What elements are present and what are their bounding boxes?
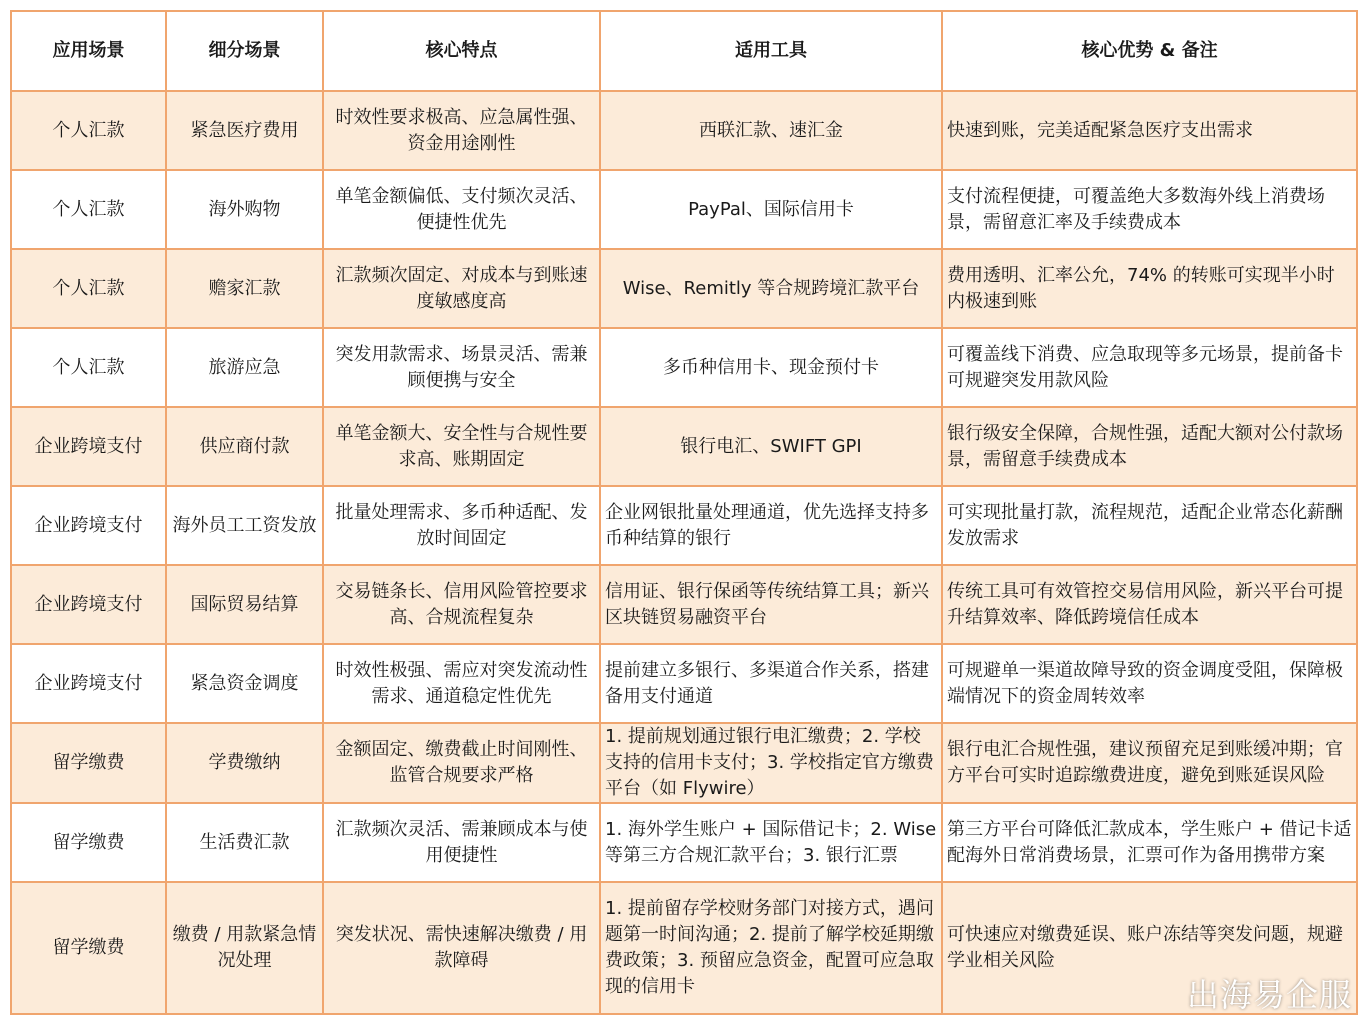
feature-cell: 单笔金额偏低、支付频次灵活、便捷性优先: [323, 170, 600, 249]
advantage-cell: 第三方平台可降低汇款成本，学生账户 + 借记卡适配海外日常消费场景，汇票可作为备用携带方案: [942, 803, 1357, 882]
tool-cell: 多币种信用卡、现金预付卡: [600, 328, 942, 407]
header-row: [11, 11, 1357, 91]
table-row: [11, 328, 1357, 407]
sub-scenario-cell: 赡家汇款: [166, 249, 323, 328]
feature-cell: 交易链条长、信用风险管控要求高、合规流程复杂: [323, 565, 600, 644]
advantage-cell: 可覆盖线下消费、应急取现等多元场景，提前备卡可规避突发用款风险: [942, 328, 1357, 407]
scenario-cell: 企业跨境支付: [11, 644, 166, 723]
feature-cell: 突发状况、需快速解决缴费 / 用款障碍: [323, 882, 600, 1014]
feature-cell: 金额固定、缴费截止时间刚性、监管合规要求严格: [323, 723, 600, 803]
header-cell: 核心特点: [323, 11, 600, 91]
tool-cell: 1. 海外学生账户 + 国际借记卡；2. Wise 等第三方合规汇款平台；3. 银行汇票: [600, 803, 942, 882]
sub-scenario-cell: 缴费 / 用款紧急情况处理: [166, 882, 323, 1014]
table-row: [11, 91, 1357, 170]
advantage-cell: 支付流程便捷，可覆盖绝大多数海外线上消费场景，需留意汇率及手续费成本: [942, 170, 1357, 249]
sub-scenario-cell: 紧急资金调度: [166, 644, 323, 723]
feature-cell: 汇款频次灵活、需兼顾成本与使用便捷性: [323, 803, 600, 882]
scenario-cell: 留学缴费: [11, 723, 166, 803]
sub-scenario-cell: 供应商付款: [166, 407, 323, 486]
sub-scenario-cell: 海外员工工资发放: [166, 486, 323, 565]
sub-scenario-cell: 海外购物: [166, 170, 323, 249]
header-cell: 核心优势 & 备注: [942, 11, 1357, 91]
table-row: [11, 407, 1357, 486]
table-row: [11, 803, 1357, 882]
table-row: [11, 486, 1357, 565]
advantage-cell: 费用透明、汇率公允，74% 的转账可实现半小时内极速到账: [942, 249, 1357, 328]
feature-cell: 单笔金额大、安全性与合规性要求高、账期固定: [323, 407, 600, 486]
table-row: [11, 723, 1357, 803]
tool-cell: 银行电汇、SWIFT GPI: [600, 407, 942, 486]
scenario-cell: 留学缴费: [11, 803, 166, 882]
watermark-logo: 出海易企服: [1186, 976, 1352, 1014]
tool-cell: 企业网银批量处理通道，优先选择支持多币种结算的银行: [600, 486, 942, 565]
table-row: [11, 170, 1357, 249]
feature-cell: 突发用款需求、场景灵活、需兼顾便携与安全: [323, 328, 600, 407]
table-row: [11, 249, 1357, 328]
scenario-cell: 企业跨境支付: [11, 486, 166, 565]
scenario-cell: 企业跨境支付: [11, 407, 166, 486]
scenario-cell: 个人汇款: [11, 249, 166, 328]
feature-cell: 汇款频次固定、对成本与到账速度敏感度高: [323, 249, 600, 328]
tool-cell: 信用证、银行保函等传统结算工具；新兴区块链贸易融资平台: [600, 565, 942, 644]
table-row: [11, 565, 1357, 644]
table-row: [11, 644, 1357, 723]
tool-cell: 提前建立多银行、多渠道合作关系，搭建备用支付通道: [600, 644, 942, 723]
tool-cell: Wise、Remitly 等合规跨境汇款平台: [600, 249, 942, 328]
sub-scenario-cell: 生活费汇款: [166, 803, 323, 882]
feature-cell: 时效性极强、需应对突发流动性需求、通道稳定性优先: [323, 644, 600, 723]
header-cell: 细分场景: [166, 11, 323, 91]
advantage-cell: 传统工具可有效管控交易信用风险，新兴平台可提升结算效率、降低跨境信任成本: [942, 565, 1357, 644]
tool-cell: 1. 提前留存学校财务部门对接方式，遇问题第一时间沟通；2. 提前了解学校延期缴费政策；3. 预留应急资金，配置可应急取现的信用卡: [600, 882, 942, 1014]
scenario-cell: 个人汇款: [11, 91, 166, 170]
header-cell: 适用工具: [600, 11, 942, 91]
scenario-table: [10, 10, 1358, 1015]
tool-cell: 西联汇款、速汇金: [600, 91, 942, 170]
advantage-cell: 可规避单一渠道故障导致的资金调度受阻，保障极端情况下的资金周转效率: [942, 644, 1357, 723]
feature-cell: 批量处理需求、多币种适配、发放时间固定: [323, 486, 600, 565]
advantage-cell: 银行级安全保障，合规性强，适配大额对公付款场景，需留意手续费成本: [942, 407, 1357, 486]
advantage-cell: 可实现批量打款，流程规范，适配企业常态化薪酬发放需求: [942, 486, 1357, 565]
advantage-cell: 快速到账，完美适配紧急医疗支出需求: [942, 91, 1357, 170]
header-cell: 应用场景: [11, 11, 166, 91]
table-row: [11, 882, 1357, 1014]
scenario-cell: 个人汇款: [11, 170, 166, 249]
scenario-cell: 个人汇款: [11, 328, 166, 407]
tool-cell: PayPal、国际信用卡: [600, 170, 942, 249]
tool-cell: 1. 提前规划通过银行电汇缴费；2. 学校支持的信用卡支付；3. 学校指定官方缴费平台（如 Flywire）: [600, 723, 942, 803]
sub-scenario-cell: 国际贸易结算: [166, 565, 323, 644]
scenario-cell: 留学缴费: [11, 882, 166, 1014]
advantage-cell: 银行电汇合规性强，建议预留充足到账缓冲期；官方平台可实时追踪缴费进度，避免到账延误风险: [942, 723, 1357, 803]
advantage-cell: 可快速应对缴费延误、账户冻结等突发问题，规避学业相关风险: [942, 882, 1357, 1014]
sub-scenario-cell: 学费缴纳: [166, 723, 323, 803]
scenario-cell: 企业跨境支付: [11, 565, 166, 644]
feature-cell: 时效性要求极高、应急属性强、资金用途刚性: [323, 91, 600, 170]
sub-scenario-cell: 旅游应急: [166, 328, 323, 407]
sub-scenario-cell: 紧急医疗费用: [166, 91, 323, 170]
